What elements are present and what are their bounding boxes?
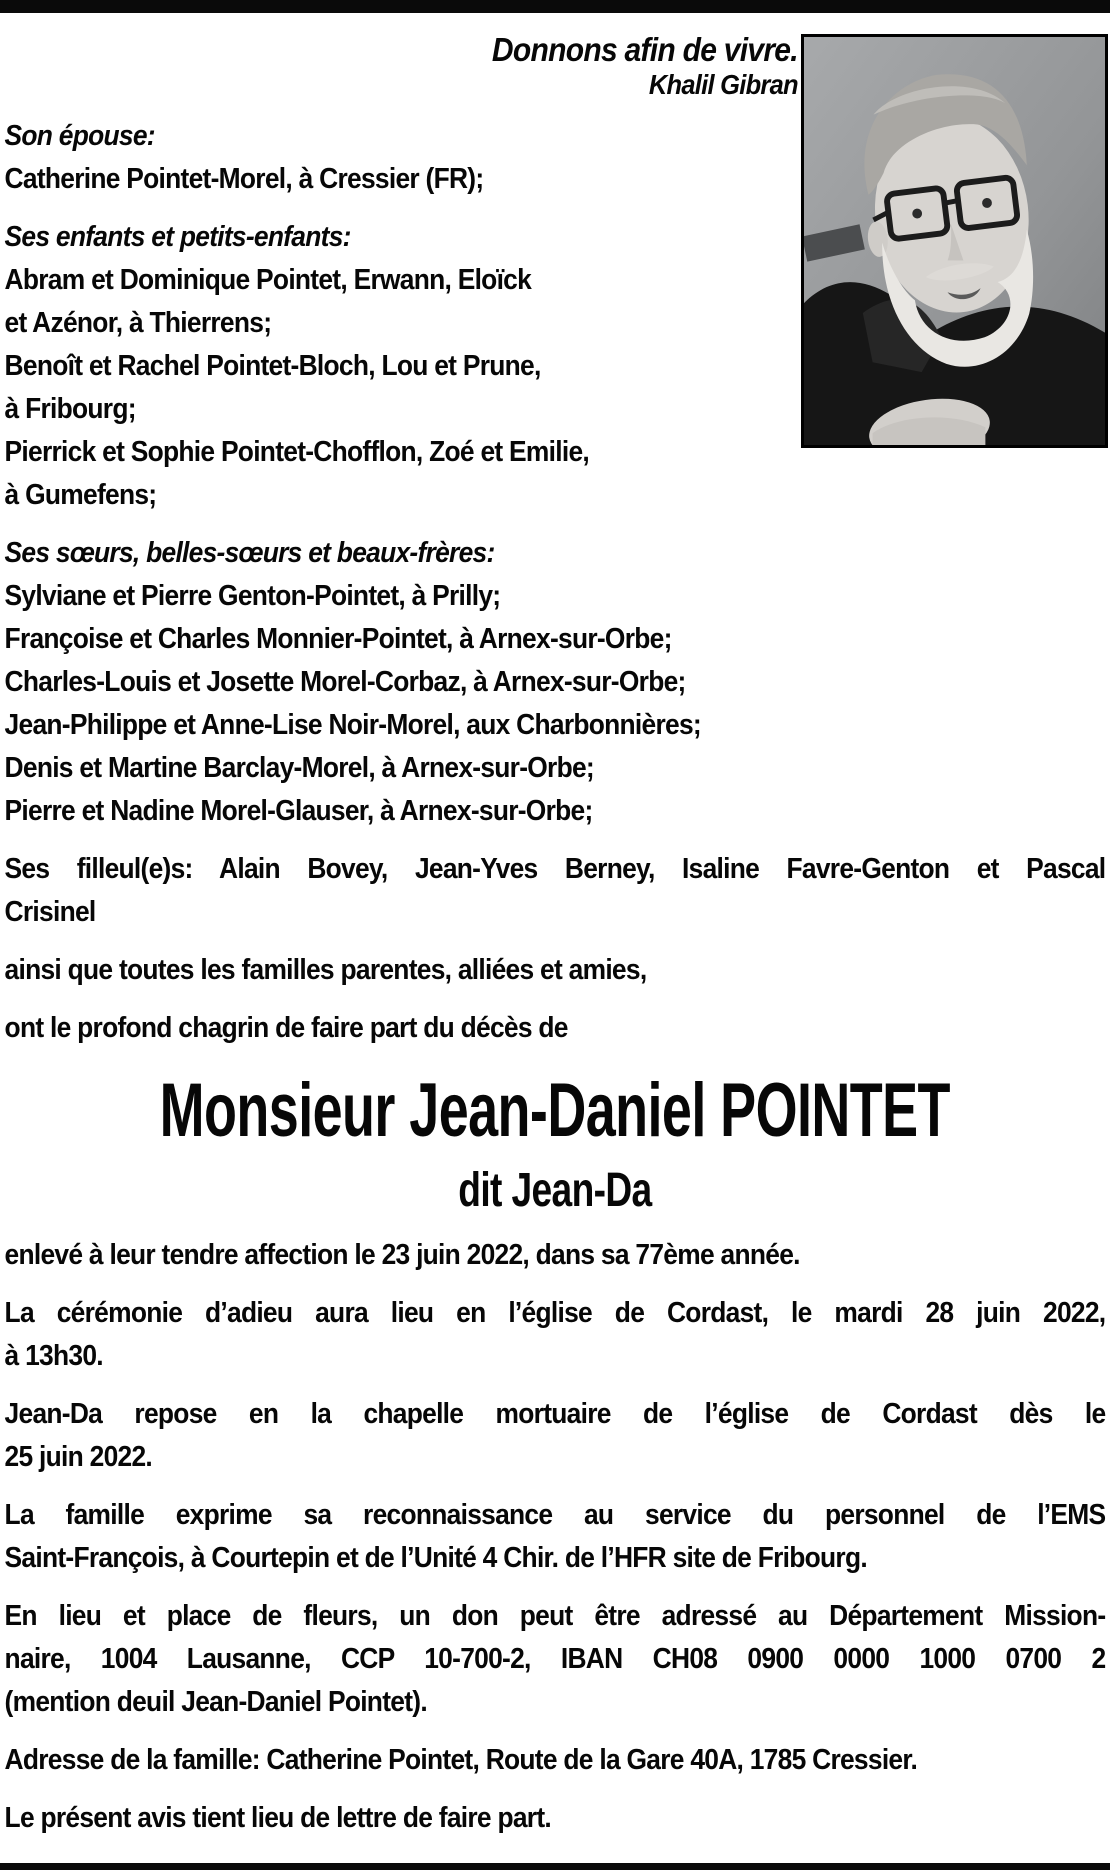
repose-paragraph <box>5 1393 1106 1479</box>
thanks-line: Saint-François, à Courtepin et de l’Unité 4 Chir. de l’HFR site de Fribourg. <box>4 1542 867 1574</box>
spouse-line: Catherine Pointet-Morel, à Cressier (FR); <box>4 163 484 195</box>
family-address-paragraph <box>5 1739 1106 1782</box>
ceremony-line: à 13h30. <box>4 1340 103 1372</box>
children-line: à Gumefens; <box>4 479 157 511</box>
spouse-header: Son épouse: <box>4 120 155 152</box>
families-closing-text: ainsi que toutes les familles parentes, alliées et amies, <box>4 954 647 986</box>
bottom-rule-bar <box>0 1863 1110 1870</box>
quote-author: Khalil Gibran <box>648 69 798 100</box>
death-date-text: enlevé à leur tendre affection le 23 juin 2022, dans sa 77ème année. <box>4 1239 800 1271</box>
siblings-line: Sylviane et Pierre Genton-Pointet, à Prilly; <box>4 580 501 612</box>
families-closing-line <box>5 949 1106 992</box>
children-line: Abram et Dominique Pointet, Erwann, Eloïck <box>4 264 532 296</box>
spouse-paragraph <box>5 115 798 201</box>
obituary-text-column <box>0 15 1110 1855</box>
notice-paragraph <box>5 1797 1106 1840</box>
announce-death-line <box>5 1007 1106 1050</box>
family-address-text: Adresse de la famille: Catherine Pointet, Route de la Gare 40A, 1785 Cressier. <box>4 1744 918 1776</box>
epigraph-quote <box>5 31 798 101</box>
godchildren-line: Ses filleul(e)s: Alain Bovey, Jean-Yves Berney, Isaline Favre-Genton et Pascal <box>4 853 1106 885</box>
siblings-header: Ses sœurs, belles-sœurs et beaux-frères: <box>4 537 495 569</box>
repose-line: 25 juin 2022. <box>4 1441 153 1473</box>
deceased-nickname-text: dit Jean-Da <box>458 1164 652 1217</box>
children-paragraph <box>5 216 798 517</box>
siblings-line: Denis et Martine Barclay-Morel, à Arnex-sur-Orbe; <box>4 752 594 784</box>
top-rule-bar <box>0 0 1110 13</box>
godchildren-line: Crisinel <box>4 896 96 928</box>
siblings-line: Françoise et Charles Monnier-Pointet, à Arnex-sur-Orbe; <box>4 623 672 655</box>
death-date-paragraph <box>5 1234 1106 1277</box>
donations-line: En lieu et place de fleurs, un don peut être adressé au Département Mission- <box>4 1600 1106 1632</box>
godchildren-paragraph <box>5 848 1106 934</box>
children-line: Benoît et Rachel Pointet-Bloch, Lou et Prune, <box>4 350 541 382</box>
notice-text: Le présent avis tient lieu de lettre de faire part. <box>4 1802 552 1834</box>
children-line: et Azénor, à Thierrens; <box>4 307 272 339</box>
announce-death-text: ont le profond chagrin de faire part du décès de <box>4 1012 568 1044</box>
donations-paragraph <box>5 1595 1106 1724</box>
siblings-paragraph <box>5 532 1106 833</box>
deceased-name-text: Monsieur Jean-Daniel POINTET <box>159 1068 951 1153</box>
donations-line: naire, 1004 Lausanne, CCP 10-700-2, IBAN CH08 0900 0000 1000 0700 2 <box>4 1643 1106 1675</box>
top-text-block <box>5 31 1106 517</box>
children-line: Pierrick et Sophie Pointet-Chofflon, Zoé et Emilie, <box>4 436 590 468</box>
deceased-name-title <box>5 1065 1106 1157</box>
siblings-line: Pierre et Nadine Morel-Glauser, à Arnex-sur-Orbe; <box>4 795 593 827</box>
ceremony-paragraph <box>5 1292 1106 1378</box>
thanks-line: La famille exprime sa reconnaissance au service du personnel de l’EMS <box>4 1499 1106 1531</box>
siblings-line: Charles-Louis et Josette Morel-Corbaz, à Arnex-sur-Orbe; <box>4 666 686 698</box>
donations-line: (mention deuil Jean-Daniel Pointet). <box>4 1686 427 1718</box>
deceased-nickname <box>5 1163 1106 1219</box>
children-line: à Fribourg; <box>4 393 136 425</box>
ceremony-line: La cérémonie d’adieu aura lieu en l’église de Cordast, le mardi 28 juin 2022, <box>4 1297 1106 1329</box>
repose-line: Jean-Da repose en la chapelle mortuaire de l’église de Cordast dès le <box>4 1398 1106 1430</box>
thanks-paragraph <box>5 1494 1106 1580</box>
quote-text: Donnons afin de vivre. <box>491 31 798 68</box>
siblings-line: Jean-Philippe et Anne-Lise Noir-Morel, aux Charbonnières; <box>4 709 701 741</box>
children-header: Ses enfants et petits-enfants: <box>4 221 351 253</box>
